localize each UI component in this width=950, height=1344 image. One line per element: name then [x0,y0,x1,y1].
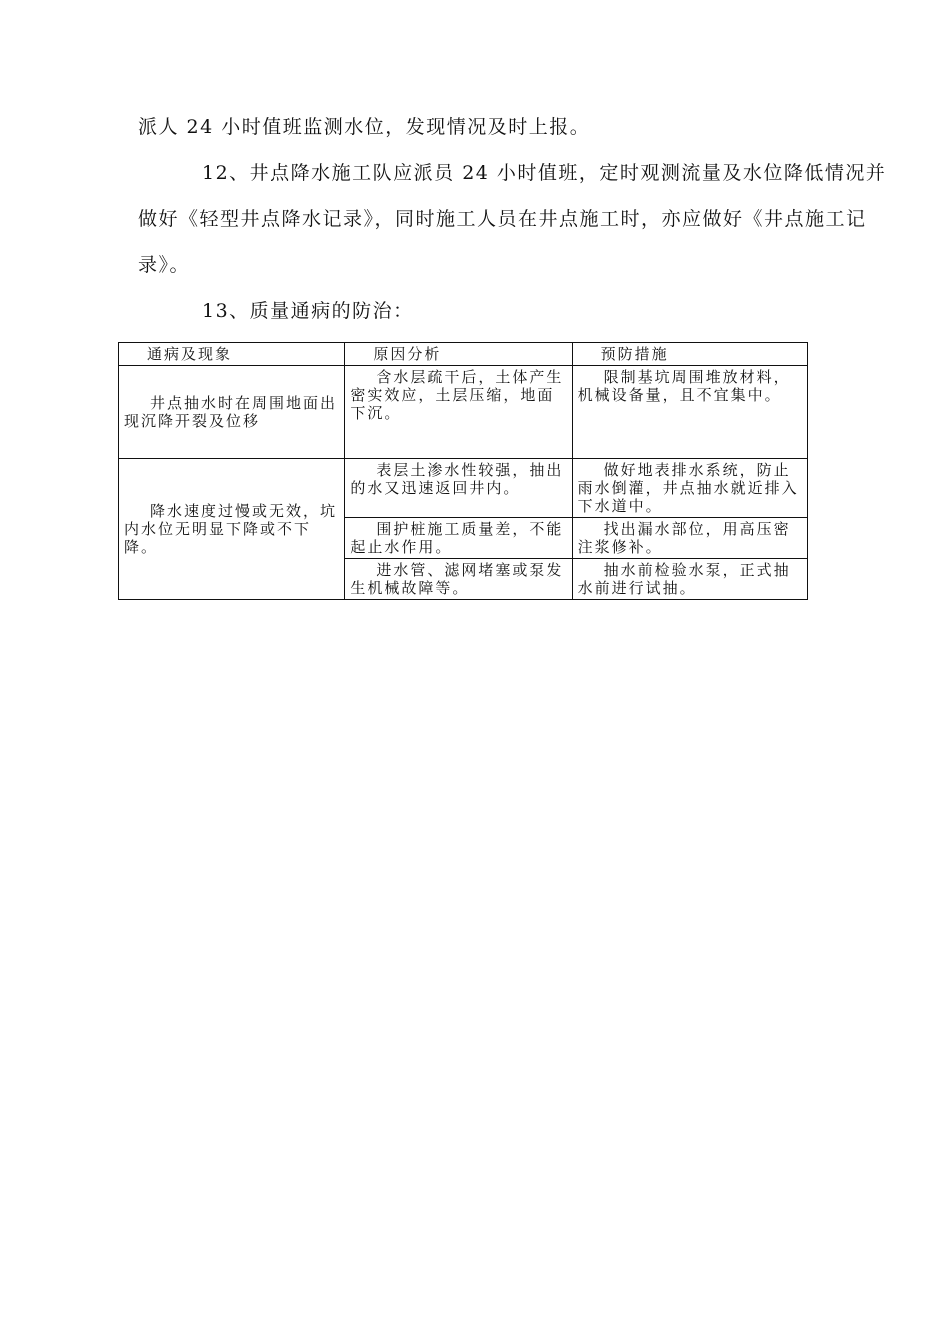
measure-text: 抽水前检验水泵，正式抽水前进行试抽。 [577,561,791,597]
measure-cell [572,518,807,559]
cause-cell [345,459,572,518]
table-header-row [119,343,808,366]
table-row [119,459,808,518]
phenomenon-text: 降水速度过慢或无效，坑内水位无明显下降或不下降。 [124,502,338,556]
paragraph-water-level-monitoring: 派人 24 小时值班监测水位，发现情况及时上报。 [138,116,591,138]
table-row [119,366,808,459]
cause-cell [345,366,572,459]
paragraph-item-13-text: 13、质量通病的防治： [202,300,414,322]
header-phenomenon: 通病及现象 [119,343,345,366]
quality-defects-table [118,342,808,600]
paragraph-item-12-text: 12、井点降水施工队应派员 24 小时值班，定时观测流量及水位降低情况并做好《轻型井点降水记录》，同时施工人员在井点施工时，亦应做好《井点施工记录》。 [138,162,887,276]
cause-text: 含水层疏干后，土体产生密实效应，土层压缩，地面下沉。 [350,368,564,422]
cause-text: 围护桩施工质量差，不能起止水作用。 [350,520,564,556]
paragraph-item-12 [138,150,888,288]
cause-text: 表层土渗水性较强，抽出的水又迅速返回井内。 [350,461,564,497]
cause-cell [345,559,572,600]
measure-text: 找出漏水部位，用高压密注浆修补。 [577,520,791,556]
phenomenon-cell [119,366,345,459]
measure-text: 做好地表排水系统，防止雨水倒灌，井点抽水就近排入下水道中。 [577,461,799,515]
cause-text: 进水管、滤网堵塞或泵发生机械故障等。 [350,561,564,597]
measure-text: 限制基坑周围堆放材料，机械设备量，且不宜集中。 [577,368,791,404]
cause-cell [345,518,572,559]
phenomenon-text: 井点抽水时在周围地面出现沉降开裂及位移 [124,394,338,430]
paragraph-item-13 [138,288,888,334]
measure-cell [572,459,807,518]
measure-cell [572,366,807,459]
header-cause: 原因分析 [345,343,572,366]
phenomenon-cell [119,459,345,600]
header-measure: 预防措施 [572,343,807,366]
measure-cell [572,559,807,600]
